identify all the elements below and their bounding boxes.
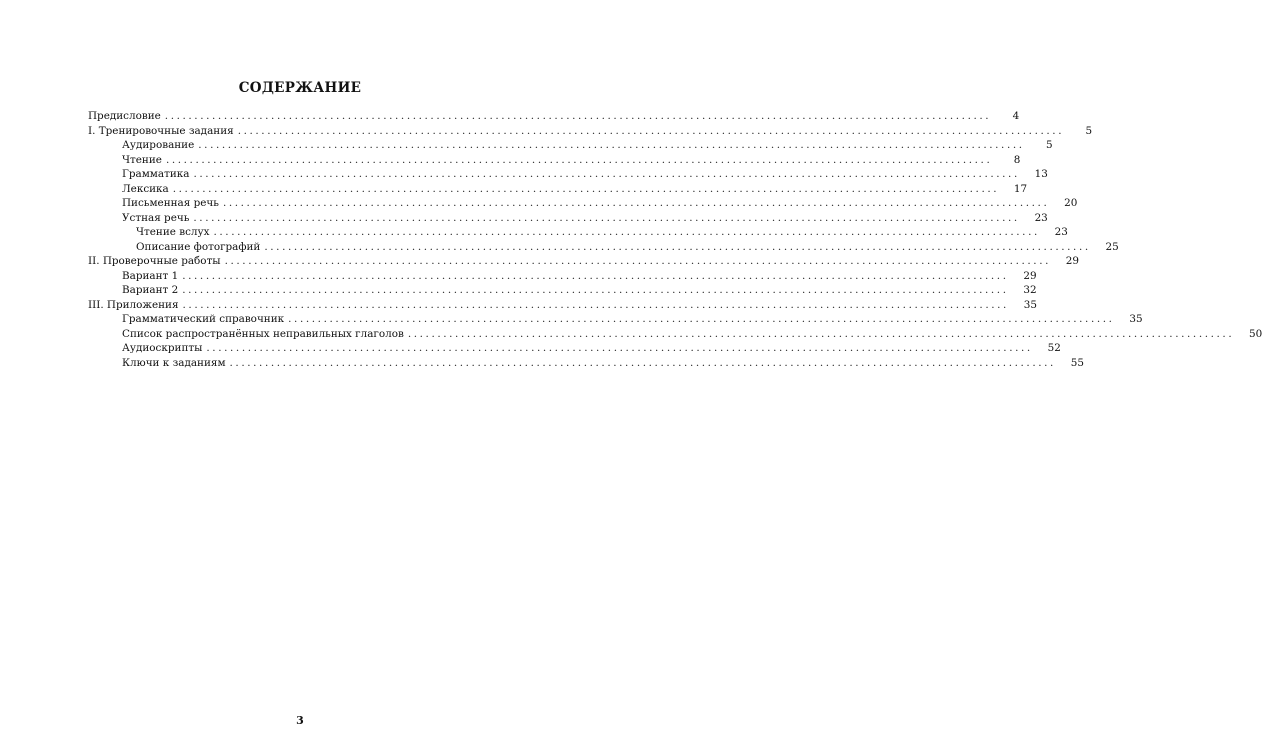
- toc-entry-page: 25: [1105, 240, 1119, 253]
- toc-entry-page: 5: [1046, 139, 1053, 151]
- toc-entry-label: Предисловие: [88, 110, 161, 122]
- toc-entry[interactable]: [88, 283, 1037, 298]
- toc-entry-page: 32: [1023, 284, 1037, 296]
- toc-entry[interactable]: [88, 225, 1068, 240]
- dot-leader: ............................................................................................................................................: [222, 197, 1050, 209]
- toc-entry-label: Письменная речь: [122, 197, 219, 209]
- dot-leader: ............................................................................................................................................: [165, 153, 993, 166]
- dot-leader: ............................................................................................................................................: [288, 313, 1115, 325]
- toc-entry-label: I. Тренировочные задания: [88, 124, 234, 137]
- toc-entry-page: 55: [1070, 356, 1084, 369]
- toc-entry-label: II. Проверочные работы: [88, 255, 221, 267]
- dot-leader: ............................................................................................................................................: [206, 342, 1033, 354]
- toc-entry[interactable]: [88, 138, 1053, 153]
- page-title: СОДЕРЖАНИЕ: [238, 80, 362, 96]
- toc-entry-label: Описание фотографий: [136, 240, 261, 253]
- toc-entry-label: Список распространённых неправильных глаголов: [122, 327, 404, 340]
- dot-leader: ............................................................................................................................................: [264, 240, 1091, 253]
- toc-entry-page: 23: [1034, 211, 1048, 224]
- toc-entry[interactable]: [88, 196, 1078, 211]
- toc-entry-label: Чтение: [122, 153, 162, 166]
- toc-entry-label: Лексика: [122, 182, 169, 195]
- dot-leader: ............................................................................................................................................: [172, 182, 1000, 195]
- toc-entry[interactable]: [88, 254, 1079, 269]
- toc-entry[interactable]: [88, 153, 1021, 168]
- dot-leader: ............................................................................................................................................: [198, 139, 1025, 151]
- toc-entry-label: Аудирование: [122, 139, 195, 151]
- toc-entry[interactable]: [88, 182, 1028, 197]
- toc-entry[interactable]: [88, 312, 1143, 327]
- toc-entry-page: 35: [1023, 298, 1037, 311]
- toc-entry-label: Вариант 1: [122, 269, 179, 282]
- dot-leader: ............................................................................................................................................: [182, 269, 1009, 282]
- toc-entry-label: Ключи к заданиям: [122, 356, 226, 369]
- toc-entry-page: 50: [1249, 327, 1262, 340]
- dot-leader: ............................................................................................................................................: [164, 110, 992, 122]
- toc-entry[interactable]: [88, 124, 1093, 139]
- toc-entry-page: 29: [1065, 255, 1079, 267]
- toc-entry-label: Устная речь: [122, 211, 190, 224]
- toc-entry[interactable]: [88, 341, 1061, 356]
- toc-entry-page: 35: [1129, 313, 1143, 325]
- toc-entry[interactable]: [88, 240, 1119, 255]
- toc-entry-label: Вариант 2: [122, 284, 179, 296]
- dot-leader: ............................................................................................................................................: [237, 124, 1065, 137]
- toc-entry-page: 17: [1013, 182, 1028, 195]
- toc-entry[interactable]: [88, 356, 1084, 371]
- dot-leader: ............................................................................................................................................: [182, 298, 1009, 311]
- dot-leader: ............................................................................................................................................: [407, 327, 1235, 340]
- dot-leader: ............................................................................................................................................: [224, 255, 1051, 267]
- toc-entry-page: 8: [1013, 153, 1021, 166]
- toc-entry-label: Аудиоскрипты: [122, 342, 203, 354]
- toc-entry[interactable]: [88, 109, 1020, 124]
- toc-entry-label: Грамматический справочник: [122, 313, 285, 325]
- toc-entry-page: 13: [1034, 168, 1048, 180]
- dot-leader: ............................................................................................................................................: [213, 226, 1040, 238]
- toc-entry[interactable]: [88, 269, 1037, 284]
- toc-entry-label: III. Приложения: [88, 298, 179, 311]
- toc-entry-page: 23: [1054, 226, 1068, 238]
- toc-entry-label: Чтение вслух: [136, 226, 210, 238]
- dot-leader: ............................................................................................................................................: [193, 211, 1020, 224]
- toc-entry-page: 20: [1064, 197, 1078, 209]
- toc-entry[interactable]: [88, 298, 1037, 313]
- table-of-contents: [88, 109, 1262, 370]
- page-number: 3: [296, 714, 304, 727]
- toc-entry-page: 52: [1047, 342, 1061, 354]
- dot-leader: ............................................................................................................................................: [193, 168, 1020, 180]
- toc-entry[interactable]: [88, 211, 1048, 226]
- toc-entry[interactable]: [88, 327, 1262, 342]
- dot-leader: ............................................................................................................................................: [229, 356, 1056, 369]
- toc-entry-page: 5: [1085, 124, 1093, 137]
- toc-entry-label: Грамматика: [122, 168, 190, 180]
- toc-entry[interactable]: [88, 167, 1048, 182]
- dot-leader: ............................................................................................................................................: [182, 284, 1009, 296]
- toc-entry-page: 29: [1023, 269, 1037, 282]
- toc-entry-page: 4: [1012, 110, 1020, 122]
